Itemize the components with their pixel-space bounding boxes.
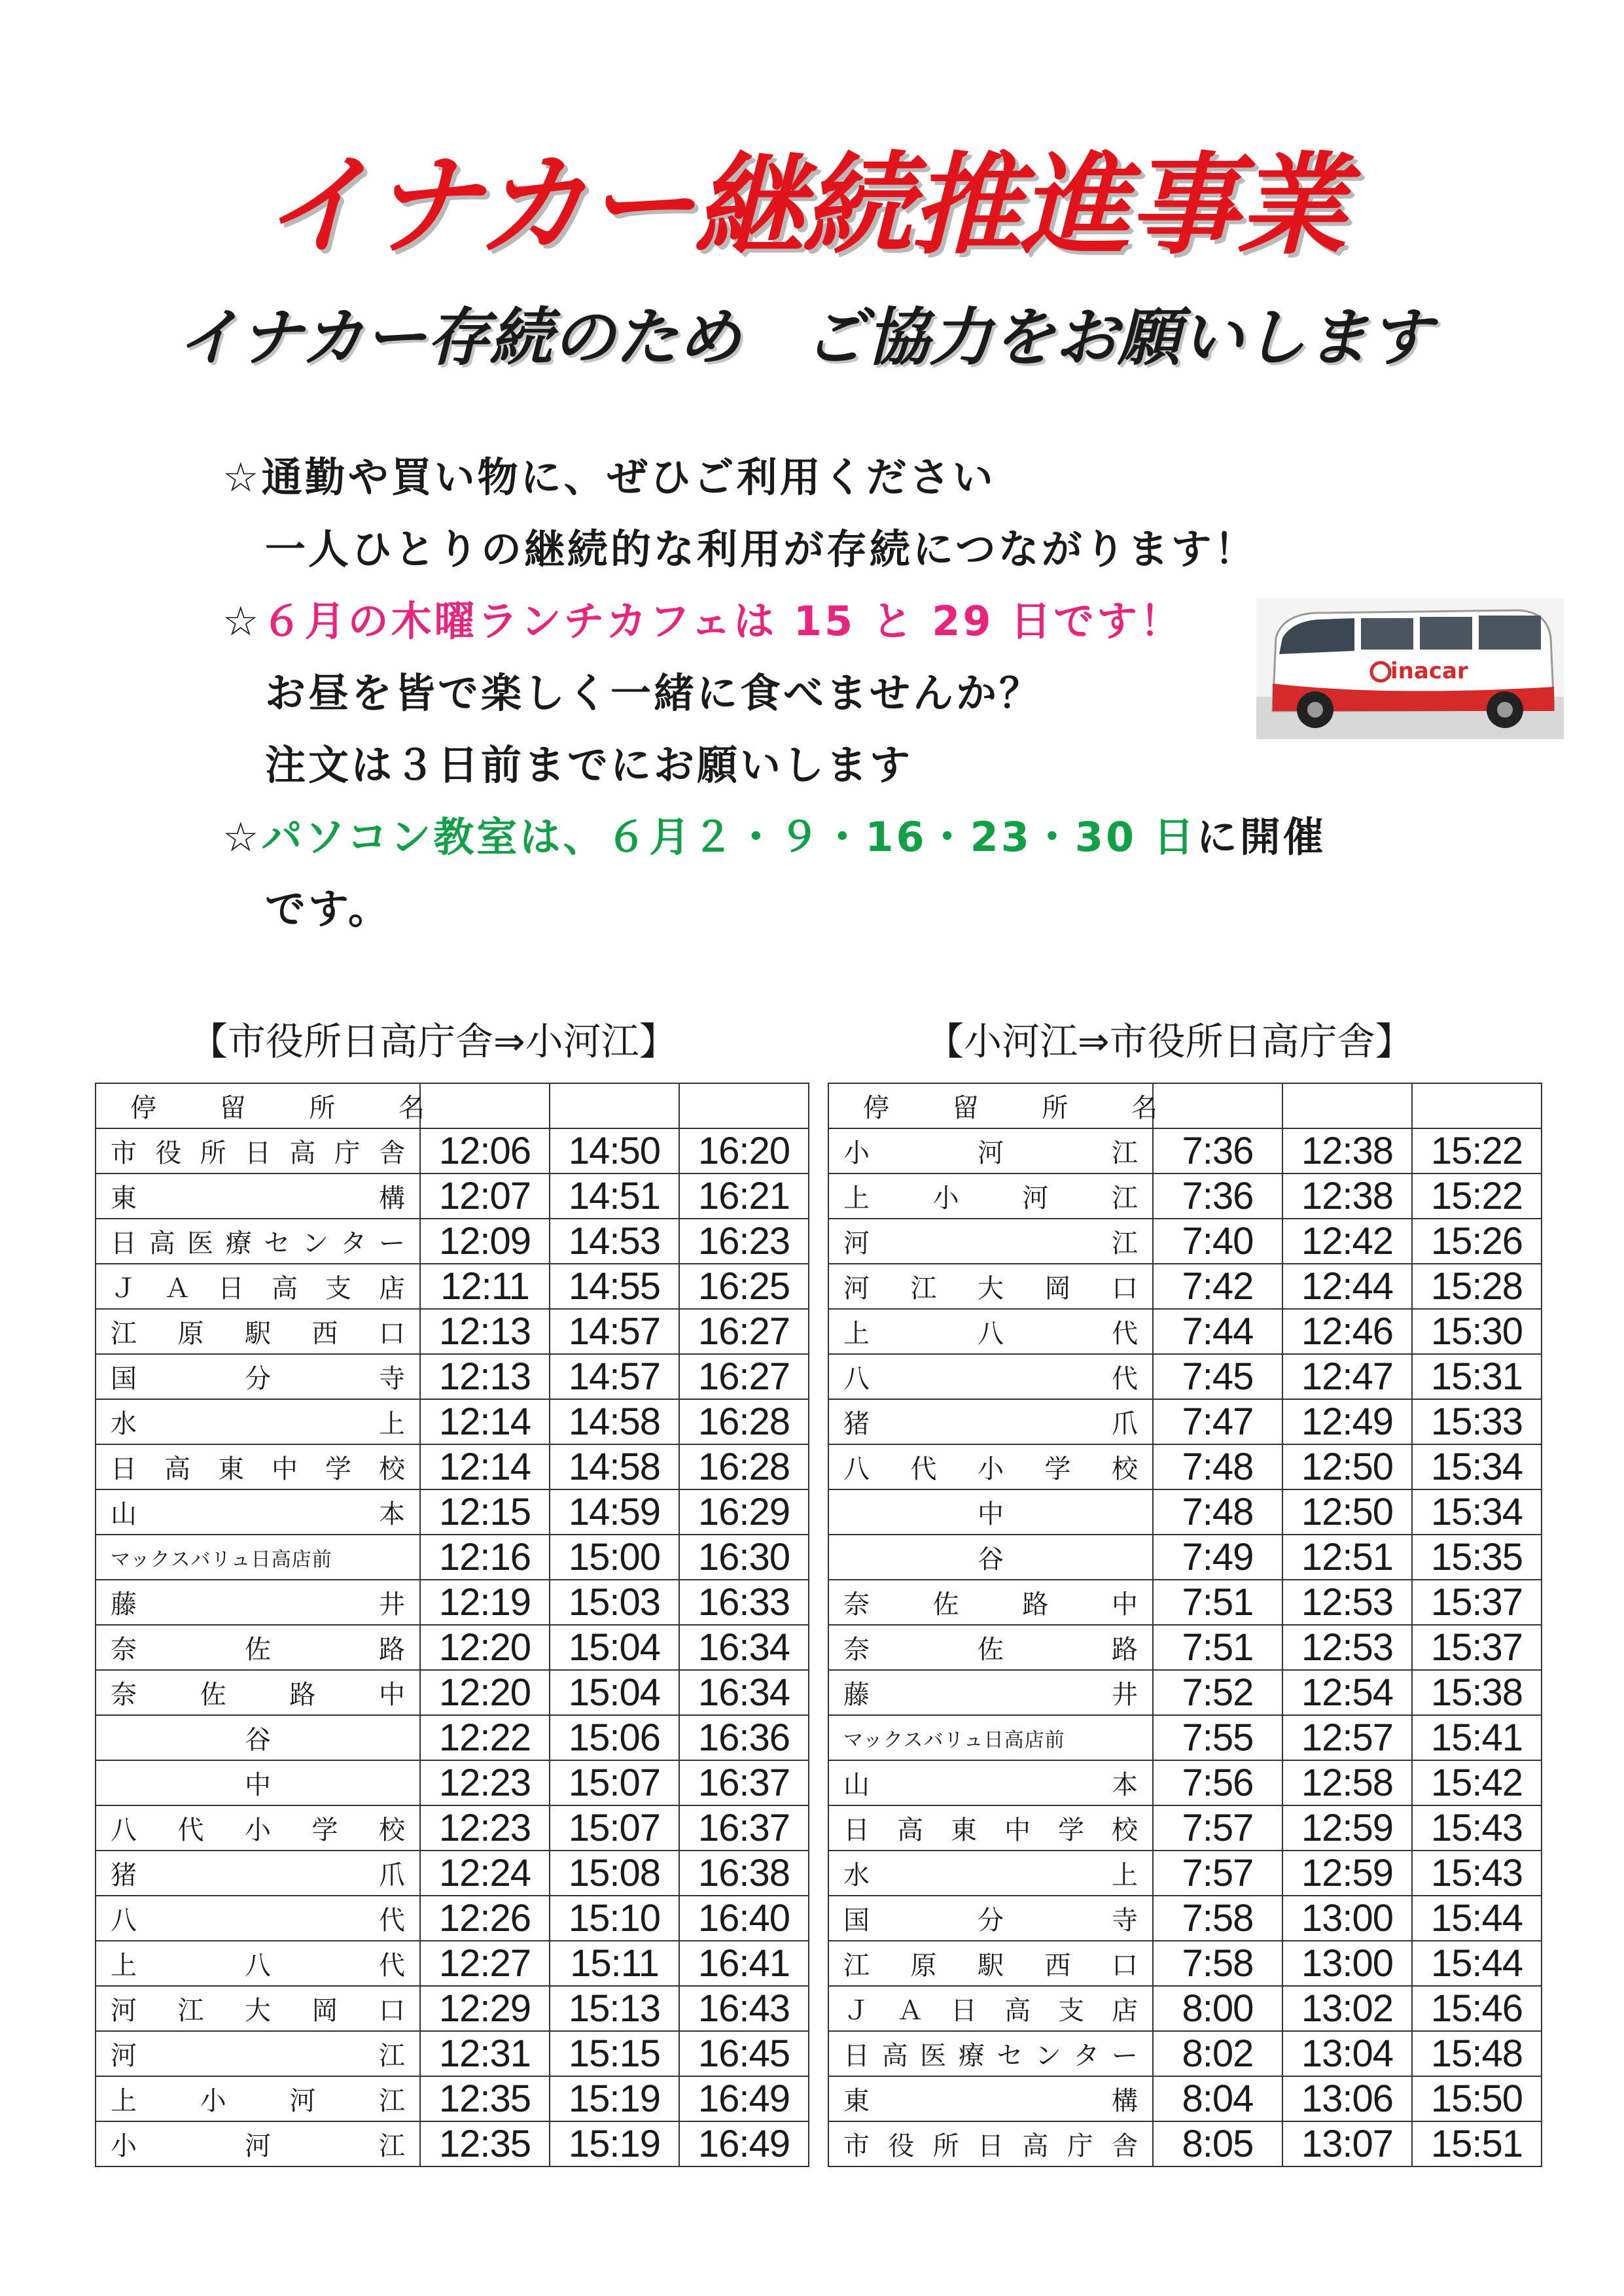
departure-time-cell: 15:48 (1412, 2031, 1542, 2076)
stop-name-cell: 奈 佐 路 (828, 1625, 1153, 1670)
stop-name-cell: 江 原 駅 西 口 (828, 1941, 1153, 1986)
departure-time-cell: 16:20 (679, 1128, 809, 1174)
departure-time-cell: 12:14 (420, 1444, 550, 1489)
departure-time-cell: 16:34 (679, 1670, 809, 1715)
departure-time-cell: 15:46 (1412, 1986, 1542, 2031)
stop-name-cell: 水 上 (96, 1399, 420, 1444)
departure-time-cell: 16:25 (679, 1264, 809, 1309)
departure-time-cell: 15:33 (1412, 1399, 1542, 1444)
departure-time-cell: 8:02 (1153, 2031, 1282, 2076)
departure-time-cell: 14:58 (550, 1444, 679, 1489)
departure-time-cell: 16:49 (679, 2121, 809, 2166)
stop-name-cell: 山 本 (828, 1760, 1153, 1805)
stop-name-cell: 河 江 大 岡 口 (96, 1986, 420, 2031)
lunch-cafe-notice: ６月の木曜ランチカフェは 15 と 29 日です！ (261, 597, 1184, 645)
departure-time-cell: 15:30 (1412, 1309, 1542, 1354)
stop-name-cell: 市 役 所 日 高 庁 舎 (828, 2121, 1153, 2166)
stop-name-cell: 河 江 大 岡 口 (828, 1264, 1153, 1309)
table-row (828, 1896, 1542, 1941)
departure-time-cell: 15:07 (550, 1805, 679, 1851)
departure-time-cell: 15:43 (1412, 1851, 1542, 1896)
departure-time-cell: 15:11 (550, 1941, 679, 1986)
departure-time-cell: 16:38 (679, 1851, 809, 1896)
stop-name-cell: 上 八 代 (828, 1309, 1153, 1354)
stop-name-cell: 上 八 代 (96, 1941, 420, 1986)
table-row (828, 1128, 1542, 1174)
departure-time-cell: 15:31 (1412, 1354, 1542, 1399)
stop-name-cell: 日 高 医 療 セ ン タ ー (96, 1219, 420, 1264)
table-row (96, 1715, 809, 1760)
departure-time-cell: 8:04 (1153, 2076, 1282, 2121)
departure-time-cell: 7:40 (1153, 1219, 1282, 1264)
table-row (828, 1444, 1542, 1489)
departure-time-cell: 15:37 (1412, 1625, 1542, 1670)
stop-name-cell: 谷 (96, 1715, 420, 1760)
table-row (828, 1489, 1542, 1535)
table-row (96, 1219, 809, 1264)
notice-line-4: お昼を皆で楽しく一緒に食べませんか？ (265, 669, 1043, 717)
departure-time-cell: 13:07 (1282, 2121, 1412, 2166)
departure-time-cell: 15:50 (1412, 2076, 1542, 2121)
departure-time-cell: 12:24 (420, 1851, 550, 1896)
departure-time-cell: 7:48 (1153, 1444, 1282, 1489)
stop-name-cell: 谷 (828, 1535, 1153, 1580)
stop-name-cell: 上 小 河 江 (828, 1174, 1153, 1219)
stop-name-cell: 小 河 江 (96, 2121, 420, 2166)
stop-name-cell: 東 構 (828, 2076, 1153, 2121)
departure-time-cell: 7:42 (1153, 1264, 1282, 1309)
departure-time-cell: 15:43 (1412, 1805, 1542, 1851)
departure-time-cell: 8:05 (1153, 2121, 1282, 2166)
departure-time-cell: 15:04 (550, 1625, 679, 1670)
stop-name-cell: 河 江 (828, 1219, 1153, 1264)
notice-line-7: です。 (265, 885, 392, 933)
departure-time-cell: 13:00 (1282, 1941, 1412, 1986)
departure-time-cell: 12:59 (1282, 1851, 1412, 1896)
departure-time-cell: 12:16 (420, 1535, 550, 1580)
departure-time-cell: 7:56 (1153, 1760, 1282, 1805)
departure-time-cell: 14:55 (550, 1264, 679, 1309)
departure-time-cell: 7:51 (1153, 1625, 1282, 1670)
departure-time-cell: 7:57 (1153, 1805, 1282, 1851)
departure-time-cell: 12:23 (420, 1760, 550, 1805)
departure-time-cell: 16:37 (679, 1760, 809, 1805)
stop-name-header: 停 留 所 名 (828, 1083, 1153, 1128)
departure-time-cell: 12:47 (1282, 1354, 1412, 1399)
table-row (828, 1535, 1542, 1580)
table-row (828, 1309, 1542, 1354)
departure-time-cell: 15:35 (1412, 1535, 1542, 1580)
departure-time-cell: 15:03 (550, 1580, 679, 1625)
departure-time-cell: 14:51 (550, 1174, 679, 1219)
departure-time-cell: 16:30 (679, 1535, 809, 1580)
table-row (828, 2031, 1542, 2076)
departure-time-cell: 14:53 (550, 1219, 679, 1264)
stop-name-cell: 山 本 (96, 1489, 420, 1535)
table-row (96, 1851, 809, 1896)
departure-time-cell: 12:14 (420, 1399, 550, 1444)
departure-time-cell: 14:58 (550, 1399, 679, 1444)
departure-time-cell: 13:06 (1282, 2076, 1412, 2121)
table-row (96, 1354, 809, 1399)
time-header-cell (1282, 1083, 1412, 1128)
pc-class-notice: パソコン教室は、６月２・９・16・23・30 日 (261, 813, 1197, 861)
departure-time-cell: 7:49 (1153, 1535, 1282, 1580)
departure-time-cell: 16:43 (679, 1986, 809, 2031)
departure-time-cell: 16:21 (679, 1174, 809, 1219)
departure-time-cell: 12:46 (1282, 1309, 1412, 1354)
departure-time-cell: 15:28 (1412, 1264, 1542, 1309)
departure-time-cell: 15:00 (550, 1535, 679, 1580)
table-row (828, 1941, 1542, 1986)
time-header-cell (679, 1083, 809, 1128)
departure-time-cell: 15:51 (1412, 2121, 1542, 2166)
stop-name-cell: 八 代 小 学 校 (828, 1444, 1153, 1489)
departure-time-cell: 12:27 (420, 1941, 550, 1986)
departure-time-cell: 16:23 (679, 1219, 809, 1264)
table-row (828, 1354, 1542, 1399)
departure-time-cell: 16:28 (679, 1399, 809, 1444)
stop-name-cell: 江 原 駅 西 口 (96, 1309, 420, 1354)
departure-time-cell: 16:34 (679, 1625, 809, 1670)
notice-line-5: 注文は３日前までにお願いします (265, 741, 913, 789)
departure-time-cell: 15:26 (1412, 1219, 1542, 1264)
table-row (96, 1760, 809, 1805)
table-row (96, 1986, 809, 2031)
departure-time-cell: 12:58 (1282, 1760, 1412, 1805)
stop-name-cell: 国 分 寺 (828, 1896, 1153, 1941)
departure-time-cell: 16:27 (679, 1354, 809, 1399)
table-row (96, 1580, 809, 1625)
departure-time-cell: 15:38 (1412, 1670, 1542, 1715)
page-subtitle: イナカー存続のため ご協力をお願いします (177, 301, 1432, 374)
table-header-row (828, 1083, 1542, 1128)
departure-time-cell: 16:29 (679, 1489, 809, 1535)
departure-time-cell: 13:04 (1282, 2031, 1412, 2076)
table-row (96, 1670, 809, 1715)
timetable-inbound (828, 1083, 1542, 2167)
departure-time-cell: 12:59 (1282, 1805, 1412, 1851)
departure-time-cell: 12:13 (420, 1309, 550, 1354)
departure-time-cell: 15:07 (550, 1760, 679, 1805)
departure-time-cell: 12:51 (1282, 1535, 1412, 1580)
departure-time-cell: 7:36 (1153, 1128, 1282, 1174)
departure-time-cell: 16:41 (679, 1941, 809, 1986)
departure-time-cell: 12:31 (420, 2031, 550, 2076)
departure-time-cell: 14:50 (550, 1128, 679, 1174)
departure-time-cell: 14:57 (550, 1354, 679, 1399)
departure-time-cell: 12:42 (1282, 1219, 1412, 1264)
departure-time-cell: 15:08 (550, 1851, 679, 1896)
departure-time-cell: 12:53 (1282, 1625, 1412, 1670)
table-row (828, 1715, 1542, 1760)
departure-time-cell: 12:20 (420, 1625, 550, 1670)
departure-time-cell: 16:49 (679, 2076, 809, 2121)
table-row (96, 1896, 809, 1941)
departure-time-cell: 7:58 (1153, 1941, 1282, 1986)
departure-time-cell: 15:19 (550, 2121, 679, 2166)
table-row (828, 1670, 1542, 1715)
table-row (96, 1264, 809, 1309)
departure-time-cell: 7:57 (1153, 1851, 1282, 1896)
table-row (96, 1309, 809, 1354)
departure-time-cell: 12:26 (420, 1896, 550, 1941)
departure-time-cell: 15:34 (1412, 1444, 1542, 1489)
timetable-outbound (95, 1083, 809, 2167)
departure-time-cell: 12:15 (420, 1489, 550, 1535)
departure-time-cell: 12:35 (420, 2121, 550, 2166)
departure-time-cell: 7:58 (1153, 1896, 1282, 1941)
time-header-cell (1412, 1083, 1542, 1128)
departure-time-cell: 12:38 (1282, 1128, 1412, 1174)
departure-time-cell: 12:06 (420, 1128, 550, 1174)
departure-time-cell: 15:15 (550, 2031, 679, 2076)
notice-line-1: ☆通勤や買い物に、ぜひご利用ください (222, 453, 996, 501)
table-row (828, 2121, 1542, 2166)
stop-name-cell: 奈 佐 路 中 (96, 1670, 420, 1715)
departure-time-cell: 12:11 (420, 1264, 550, 1309)
table-row (96, 2121, 809, 2166)
departure-time-cell: 7:55 (1153, 1715, 1282, 1760)
departure-time-cell: 12:09 (420, 1219, 550, 1264)
departure-time-cell: 15:13 (550, 1986, 679, 2031)
stop-name-cell: 日 高 医 療 セ ン タ ー (828, 2031, 1153, 2076)
table-row (96, 2076, 809, 2121)
departure-time-cell: 12:19 (420, 1580, 550, 1625)
table-row (828, 1219, 1542, 1264)
stop-name-cell: 奈 佐 路 (96, 1625, 420, 1670)
time-header-cell (550, 1083, 679, 1128)
table-row (828, 1580, 1542, 1625)
departure-time-cell: 7:47 (1153, 1399, 1282, 1444)
table-row (96, 1444, 809, 1489)
departure-time-cell: 16:45 (679, 2031, 809, 2076)
departure-time-cell: 16:37 (679, 1805, 809, 1851)
stop-name-cell: 市 役 所 日 高 庁 舎 (96, 1128, 420, 1174)
stop-name-cell: 日 高 東 中 学 校 (828, 1805, 1153, 1851)
table-row (828, 2076, 1542, 2121)
table-row (96, 1941, 809, 1986)
table-row (96, 2031, 809, 2076)
departure-time-cell: 15:22 (1412, 1174, 1542, 1219)
departure-time-cell: 7:44 (1153, 1309, 1282, 1354)
stop-name-cell: 上 小 河 江 (96, 2076, 420, 2121)
departure-time-cell: 12:20 (420, 1670, 550, 1715)
departure-time-cell: 8:00 (1153, 1986, 1282, 2031)
table-row (828, 1851, 1542, 1896)
pc-class-notice-rest: に開催 (1196, 813, 1326, 861)
departure-time-cell: 12:22 (420, 1715, 550, 1760)
notice-line-6 (222, 805, 1326, 863)
minibus-image (1256, 599, 1564, 739)
stop-name-cell: 水 上 (828, 1851, 1153, 1896)
departure-time-cell: 14:59 (550, 1489, 679, 1535)
departure-time-cell: 7:48 (1153, 1489, 1282, 1535)
departure-time-cell: 15:34 (1412, 1489, 1542, 1535)
notice-line-3 (222, 589, 1183, 647)
table-row (828, 1805, 1542, 1851)
stop-name-cell: 日 高 東 中 学 校 (96, 1444, 420, 1489)
departure-time-cell: 15:42 (1412, 1760, 1542, 1805)
departure-time-cell: 7:45 (1153, 1354, 1282, 1399)
departure-time-cell: 12:44 (1282, 1264, 1412, 1309)
table-row (828, 1986, 1542, 2031)
page-title: イナカー継続推進事業 (262, 141, 1346, 270)
departure-time-cell: 7:51 (1153, 1580, 1282, 1625)
table-row (828, 1399, 1542, 1444)
stop-name-cell: 八 代 小 学 校 (96, 1805, 420, 1851)
departure-time-cell: 14:57 (550, 1309, 679, 1354)
stop-name-cell: 猪 爪 (828, 1399, 1153, 1444)
departure-time-cell: 16:40 (679, 1896, 809, 1941)
stop-name-cell: 国 分 寺 (96, 1354, 420, 1399)
stop-name-cell: 中 (96, 1760, 420, 1805)
departure-time-cell: 16:36 (679, 1715, 809, 1760)
table-row (828, 1264, 1542, 1309)
stop-name-cell: マックスバリュ日高店前 (96, 1535, 420, 1580)
table-row (828, 1625, 1542, 1670)
departure-time-cell: 15:10 (550, 1896, 679, 1941)
table-row (96, 1489, 809, 1535)
departure-time-cell: 12:35 (420, 2076, 550, 2121)
table-row (96, 1174, 809, 1219)
departure-time-cell: 7:52 (1153, 1670, 1282, 1715)
departure-time-cell: 15:37 (1412, 1580, 1542, 1625)
departure-time-cell: 16:28 (679, 1444, 809, 1489)
departure-time-cell: 15:22 (1412, 1128, 1542, 1174)
table-row (828, 1760, 1542, 1805)
departure-time-cell: 15:04 (550, 1670, 679, 1715)
table-row (96, 1535, 809, 1580)
departure-time-cell: 15:06 (550, 1715, 679, 1760)
table-row (96, 1625, 809, 1670)
departure-time-cell: 7:36 (1153, 1174, 1282, 1219)
table-row (96, 1128, 809, 1174)
departure-time-cell: 12:49 (1282, 1399, 1412, 1444)
stop-name-cell: 八 代 (828, 1354, 1153, 1399)
departure-time-cell: 15:41 (1412, 1715, 1542, 1760)
departure-time-cell: 12:54 (1282, 1670, 1412, 1715)
stop-name-cell: 藤 井 (828, 1670, 1153, 1715)
departure-time-cell: 12:07 (420, 1174, 550, 1219)
star-marker: ☆ (222, 813, 262, 861)
departure-time-cell: 12:29 (420, 1986, 550, 2031)
stop-name-cell: 小 河 江 (828, 1128, 1153, 1174)
time-header-cell (420, 1083, 550, 1128)
departure-time-cell: 16:27 (679, 1309, 809, 1354)
timetable-heading-outbound: 【市役所日高庁舎⇒小河江】 (190, 1019, 677, 1064)
stop-name-cell: 奈 佐 路 中 (828, 1580, 1153, 1625)
stop-name-header: 停 留 所 名 (96, 1083, 420, 1128)
stop-name-cell: 八 代 (96, 1896, 420, 1941)
stop-name-cell: 東 構 (96, 1174, 420, 1219)
time-header-cell (1153, 1083, 1282, 1128)
table-header-row (96, 1083, 809, 1128)
stop-name-cell: 中 (828, 1489, 1153, 1535)
van-logo-text: inacar (1390, 658, 1468, 684)
stop-name-cell: 猪 爪 (96, 1851, 420, 1896)
departure-time-cell: 16:33 (679, 1580, 809, 1625)
notice-line-2: 一人ひとりの継続的な利用が存続につながります！ (265, 525, 1258, 573)
departure-time-cell: 12:38 (1282, 1174, 1412, 1219)
departure-time-cell: 15:44 (1412, 1896, 1542, 1941)
departure-time-cell: 12:53 (1282, 1580, 1412, 1625)
star-marker: ☆ (222, 597, 262, 645)
table-row (96, 1399, 809, 1444)
departure-time-cell: 15:44 (1412, 1941, 1542, 1986)
table-row (96, 1805, 809, 1851)
departure-time-cell: 12:57 (1282, 1715, 1412, 1760)
timetable-heading-inbound: 【小河江⇒市役所日高庁舎】 (926, 1019, 1413, 1064)
stop-name-cell: 藤 井 (96, 1580, 420, 1625)
departure-time-cell: 15:19 (550, 2076, 679, 2121)
stop-name-cell: Ｊ Ａ 日 高 支 店 (828, 1986, 1153, 2031)
stop-name-cell: Ｊ Ａ 日 高 支 店 (96, 1264, 420, 1309)
departure-time-cell: 13:00 (1282, 1896, 1412, 1941)
stop-name-cell: 河 江 (96, 2031, 420, 2076)
departure-time-cell: 12:50 (1282, 1444, 1412, 1489)
departure-time-cell: 12:23 (420, 1805, 550, 1851)
departure-time-cell: 12:13 (420, 1354, 550, 1399)
departure-time-cell: 13:02 (1282, 1986, 1412, 2031)
stop-name-cell: マックスバリュ日高店前 (828, 1715, 1153, 1760)
departure-time-cell: 12:50 (1282, 1489, 1412, 1535)
table-row (828, 1174, 1542, 1219)
